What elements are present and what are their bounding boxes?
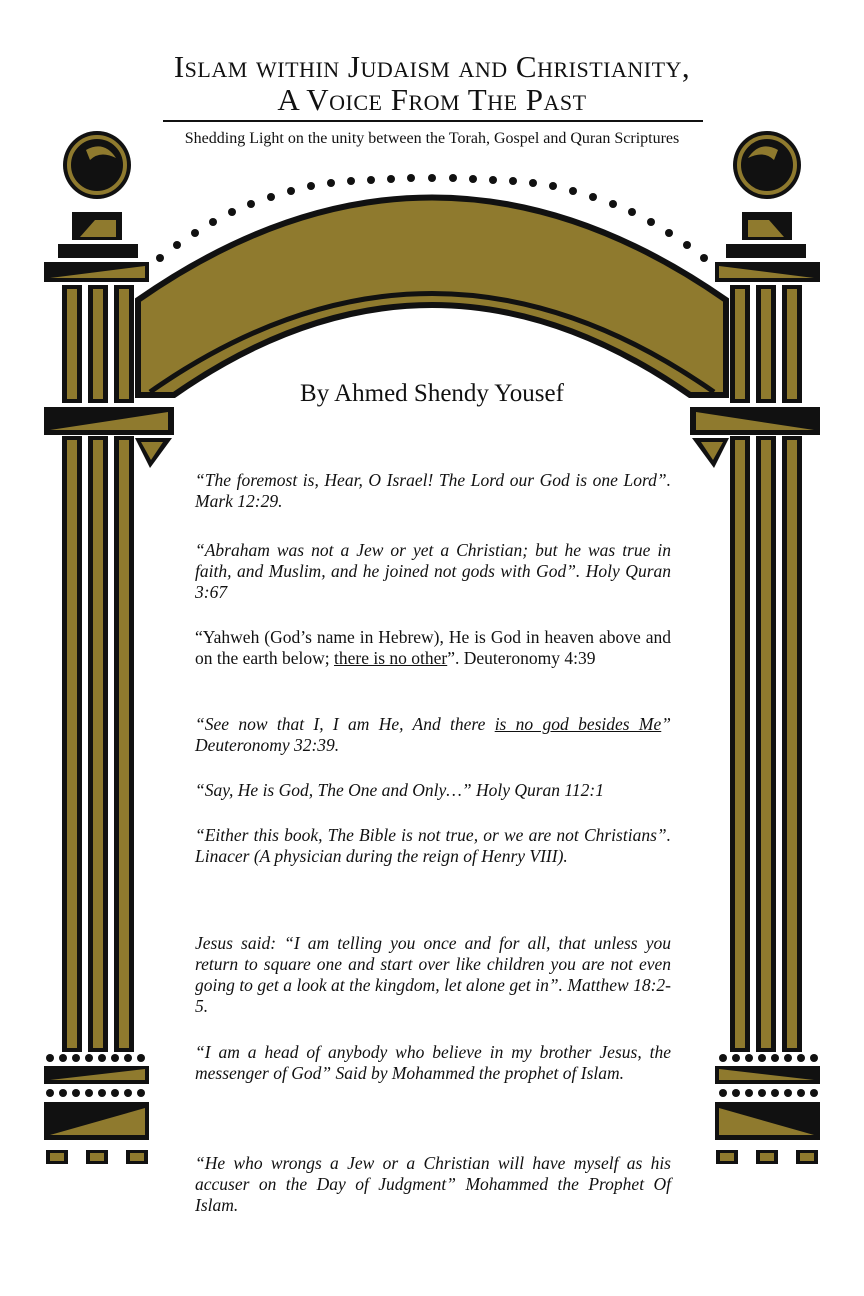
title-rule bbox=[163, 120, 703, 122]
quote-underlined-text: there is no other bbox=[333, 648, 448, 668]
quote-text: “Yahweh (God’s name in Hebrew), He is God in heaven above and on the earth below; bbox=[195, 627, 671, 668]
quote-mohammed-jew-christian: “He who wrongs a Jew or a Christian will have myself as his accuser on the Day of Judgment” Mohammed the Prophet Of Islam. bbox=[195, 1153, 671, 1215]
author: By Ahmed Shendy Yousef bbox=[300, 380, 564, 407]
title-line-1: Islam within Judaism and Christianity, bbox=[173, 49, 691, 84]
title-line-2: A Voice From The Past bbox=[277, 82, 587, 117]
subtitle: Shedding Light on the unity between the Torah, Gospel and Quran Scriptures bbox=[184, 130, 680, 147]
quote-linacer: “Either this book, The Bible is not true, or we are not Christians”. Linacer (A physician during the reign of Henry VIII). bbox=[195, 825, 671, 866]
quote-underlined-text: is no god besides Me bbox=[494, 714, 662, 734]
quote-mohammed-jesus: “I am a head of anybody who believe in my brother Jesus, the messenger of God” Said by Mohammed the prophet of Islam. bbox=[195, 1042, 671, 1083]
quote-source: ”. Deuteronomy 4:39 bbox=[447, 648, 596, 668]
arch-band bbox=[138, 198, 726, 396]
quote-quran-112-1: “Say, He is God, The One and Only…” Holy Quran 112:1 bbox=[195, 780, 604, 800]
quote-deuteronomy-4-39 bbox=[195, 627, 671, 669]
quote-source: ” Deuteronomy 32:39. bbox=[195, 714, 671, 755]
quote-deuteronomy-32-39 bbox=[195, 714, 671, 756]
quote-mark-12-29: “The foremost is, Hear, O Israel! The Lord our God is one Lord”. Mark 12:29. bbox=[195, 470, 671, 511]
quote-text: “See now that I, I am He, And there bbox=[195, 714, 495, 734]
quote-matthew-18: Jesus said: “I am telling you once and for all, that unless you return to square one and start over like children you are not even going to get a look at the kingdom, let alone get in”. Matthew 18:2-5. bbox=[195, 933, 671, 1016]
quote-quran-3-67: “Abraham was not a Jew or yet a Christian; but he was true in faith, and Muslim, and he joined not gods with God”. Holy Quran 3:67 bbox=[195, 540, 671, 602]
